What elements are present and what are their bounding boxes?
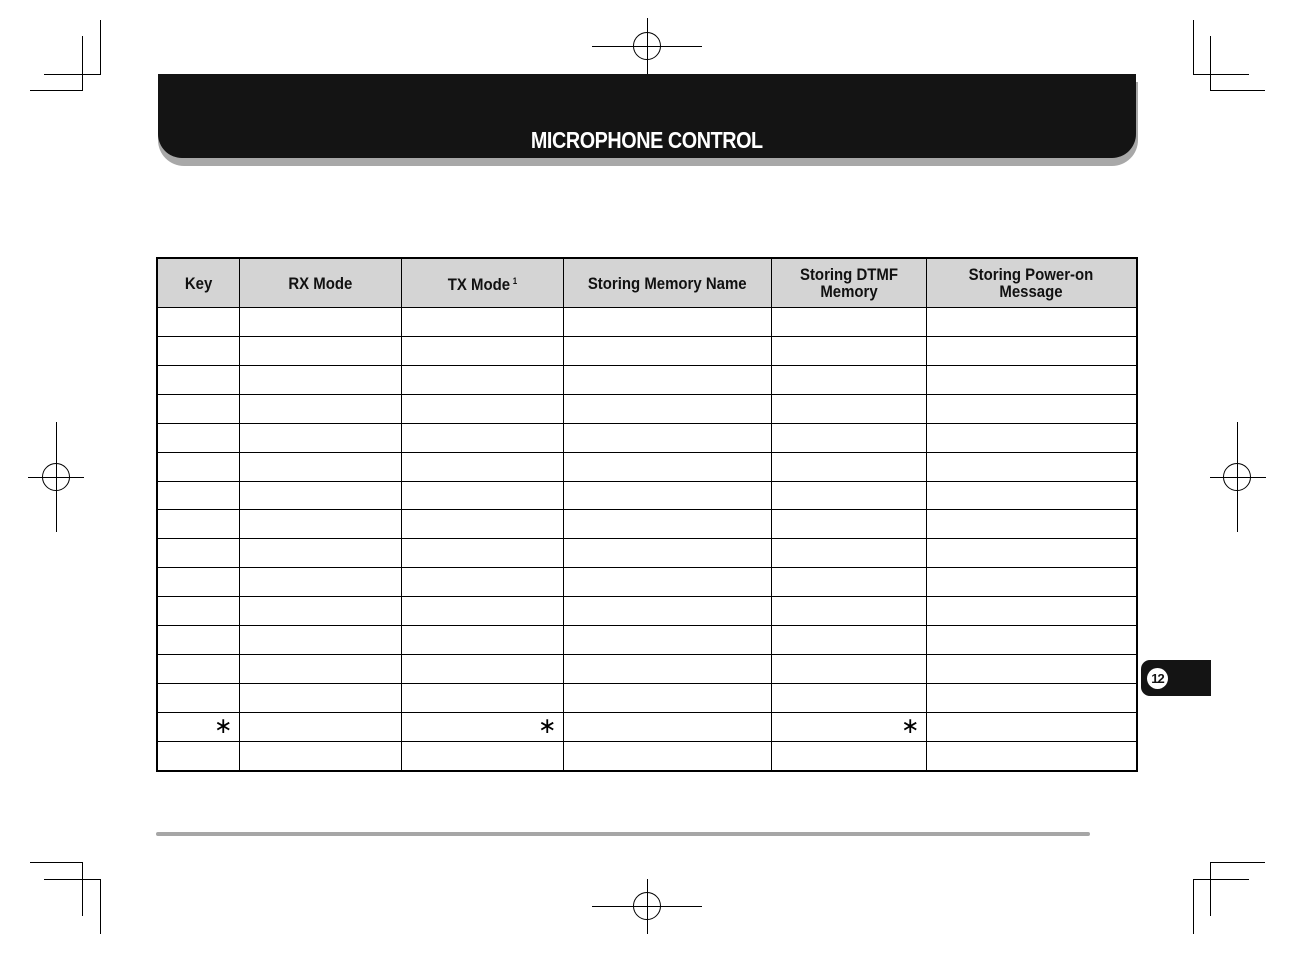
column-header-tx-mode: TX Mode $^1$ — [401, 258, 563, 308]
table-cell — [157, 510, 239, 539]
table-cell — [239, 336, 401, 365]
asterisk-key-symbol: ∗ — [157, 712, 239, 741]
registration-circle — [1223, 463, 1251, 491]
table-cell — [926, 683, 1137, 712]
table-row — [157, 712, 1137, 741]
table-row — [157, 481, 1137, 510]
footnote-marker: 1 — [512, 276, 517, 286]
table-cell — [239, 626, 401, 655]
table-cell — [771, 394, 926, 423]
table-row — [157, 394, 1137, 423]
table-cell — [157, 539, 239, 568]
footer-rule — [156, 832, 1090, 836]
table-cell — [239, 481, 401, 510]
crop-mark — [1210, 862, 1211, 916]
table-cell — [239, 510, 401, 539]
table-cell — [239, 365, 401, 394]
table-body — [157, 308, 1137, 772]
table-cell — [401, 683, 563, 712]
table-cell — [239, 308, 401, 337]
key-function-table-wrap — [156, 257, 1136, 772]
table-cell — [157, 365, 239, 394]
table-cell — [563, 683, 771, 712]
table-cell — [563, 539, 771, 568]
chapter-tab — [1141, 660, 1211, 696]
table-cell — [157, 452, 239, 481]
table-cell — [926, 394, 1137, 423]
table-cell — [926, 423, 1137, 452]
table-cell — [239, 597, 401, 626]
table-cell — [401, 336, 563, 365]
table-row — [157, 452, 1137, 481]
table-cell — [401, 308, 563, 337]
column-header-storing-dtmf-memory: Storing DTMF Memory — [771, 258, 926, 308]
table-row — [157, 626, 1137, 655]
table-cell — [157, 394, 239, 423]
column-header-key: Key — [157, 258, 239, 308]
table-cell — [926, 365, 1137, 394]
table-cell — [239, 452, 401, 481]
table-cell — [563, 712, 771, 741]
table-cell — [401, 481, 563, 510]
registration-circle — [633, 892, 661, 920]
table-cell — [771, 655, 926, 684]
crop-mark — [44, 74, 101, 75]
table-cell — [157, 626, 239, 655]
table-cell — [401, 741, 563, 771]
crop-mark — [100, 879, 101, 934]
crop-mark — [44, 879, 101, 880]
table-cell — [401, 655, 563, 684]
table-cell — [771, 683, 926, 712]
column-header-storing-memory-name: Storing Memory Name — [563, 258, 771, 308]
table-row — [157, 510, 1137, 539]
table-row — [157, 597, 1137, 626]
table-cell — [563, 741, 771, 771]
table-cell — [563, 655, 771, 684]
table-header-row — [157, 258, 1137, 308]
table-cell — [926, 336, 1137, 365]
table-cell — [771, 423, 926, 452]
asterisk-key-symbol: ∗ — [771, 712, 926, 741]
crop-mark — [1193, 879, 1249, 880]
table-cell — [239, 741, 401, 771]
crop-mark — [1193, 74, 1249, 75]
table-cell — [563, 336, 771, 365]
table-cell — [771, 626, 926, 655]
table-cell — [563, 365, 771, 394]
table-cell — [563, 308, 771, 337]
table-cell — [771, 308, 926, 337]
table-cell — [771, 336, 926, 365]
table-cell — [771, 568, 926, 597]
crop-mark — [30, 862, 83, 863]
crop-mark — [82, 862, 83, 916]
table-cell — [239, 394, 401, 423]
table-cell — [563, 452, 771, 481]
registration-circle — [633, 32, 661, 60]
table-row — [157, 539, 1137, 568]
asterisk-key-symbol: ∗ — [401, 712, 563, 741]
table-row — [157, 365, 1137, 394]
table-cell — [401, 568, 563, 597]
table-cell — [401, 539, 563, 568]
table-cell — [401, 510, 563, 539]
table-cell — [563, 394, 771, 423]
table-cell — [401, 365, 563, 394]
table-cell — [239, 655, 401, 684]
table-row — [157, 423, 1137, 452]
table-cell — [926, 539, 1137, 568]
column-header-storing-power-on-message: Storing Power-on Message — [926, 258, 1137, 308]
table-cell — [926, 712, 1137, 741]
table-cell — [401, 394, 563, 423]
table-cell — [771, 539, 926, 568]
table-cell — [401, 597, 563, 626]
table-cell — [401, 423, 563, 452]
table-cell — [157, 683, 239, 712]
table-cell — [239, 423, 401, 452]
table-cell — [926, 308, 1137, 337]
crop-mark — [1210, 862, 1265, 863]
table-cell — [771, 510, 926, 539]
table-cell — [563, 481, 771, 510]
table-cell — [157, 741, 239, 771]
table-cell — [926, 597, 1137, 626]
crop-mark — [1210, 36, 1211, 91]
page-header — [158, 74, 1136, 158]
crop-mark — [1193, 20, 1194, 75]
column-header-rx-mode: RX Mode — [239, 258, 401, 308]
table-cell — [239, 539, 401, 568]
table-cell — [239, 712, 401, 741]
table-cell — [771, 597, 926, 626]
crop-mark — [30, 90, 83, 91]
table-cell — [401, 626, 563, 655]
table-row — [157, 741, 1137, 771]
table-cell — [771, 452, 926, 481]
table-cell — [563, 597, 771, 626]
crop-mark — [82, 36, 83, 91]
table-cell — [563, 423, 771, 452]
chapter-number-badge: 12 — [1147, 668, 1168, 689]
table-cell — [157, 568, 239, 597]
table-row — [157, 568, 1137, 597]
table-cell — [926, 626, 1137, 655]
table-cell — [926, 741, 1137, 771]
table-cell — [401, 452, 563, 481]
key-function-table — [156, 257, 1138, 772]
table-cell — [157, 336, 239, 365]
registration-circle — [42, 463, 70, 491]
table-cell — [771, 741, 926, 771]
crop-mark — [100, 20, 101, 75]
table-row — [157, 308, 1137, 337]
table-row — [157, 655, 1137, 684]
table-cell — [239, 683, 401, 712]
crop-mark — [1193, 879, 1194, 934]
table-row — [157, 683, 1137, 712]
table-cell — [771, 481, 926, 510]
table-cell — [157, 481, 239, 510]
table-cell — [926, 452, 1137, 481]
table-cell — [563, 626, 771, 655]
page-title: MICROPHONE CONTROL — [531, 127, 763, 153]
table-cell — [239, 568, 401, 597]
table-cell — [157, 655, 239, 684]
table-cell — [563, 510, 771, 539]
table-cell — [563, 568, 771, 597]
table-row — [157, 336, 1137, 365]
table-cell — [926, 655, 1137, 684]
table-cell — [926, 568, 1137, 597]
table-cell — [157, 308, 239, 337]
crop-mark — [1210, 90, 1265, 91]
table-cell — [926, 481, 1137, 510]
table-cell — [157, 597, 239, 626]
table-cell — [771, 365, 926, 394]
table-cell — [926, 510, 1137, 539]
table-cell — [157, 423, 239, 452]
